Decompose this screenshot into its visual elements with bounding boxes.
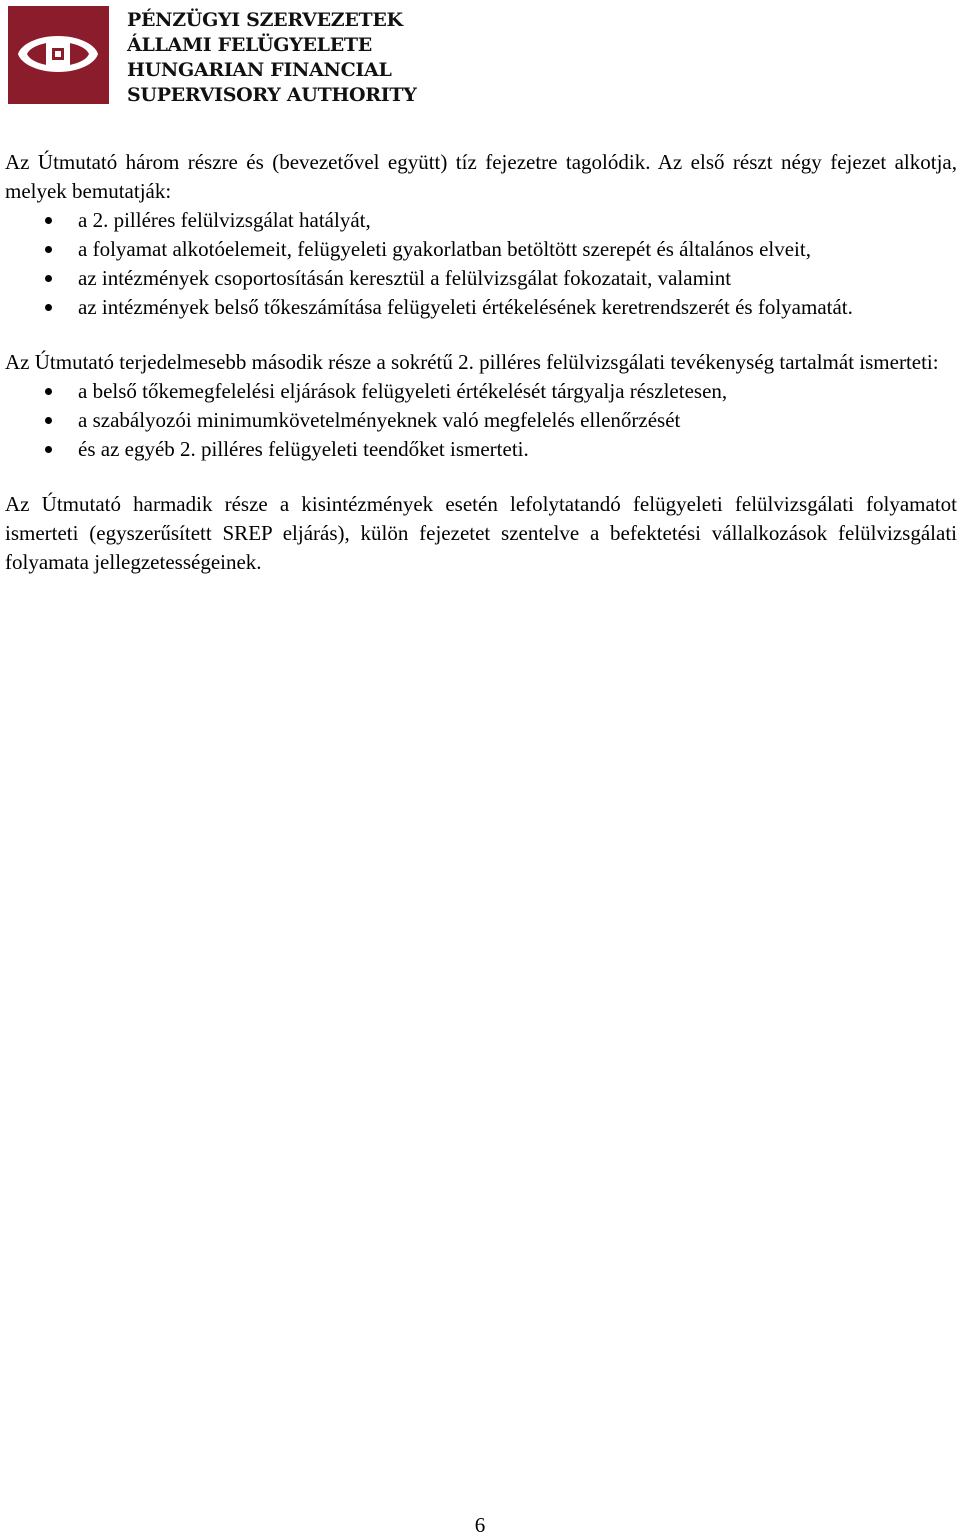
bullet-icon [45,275,52,282]
list-item [5,206,957,235]
second-part-list [5,377,957,464]
first-part-list [5,206,957,322]
list-item [5,377,957,406]
org-name-line-2: ÁLLAMI FELÜGYELETE [127,34,372,56]
list-item-text: a szabályozói minimumkövetelményeknek való megfelelés ellenőrzését [78,408,681,432]
list-item [5,435,957,464]
logo-emblem-icon [8,6,109,104]
list-item-text: a 2. pilléres felülvizsgálat hatályát, [78,208,371,232]
list-item [5,264,957,293]
bullet-icon [45,217,52,224]
org-name-line-1: PÉNZÜGYI SZERVEZETEK [127,9,403,31]
list-item-text: a folyamat alkotóelemeit, felügyeleti gyakorlatban betöltött szerepét és általános elveit, [78,237,811,261]
bullet-icon [45,388,52,395]
list-item-text: a belső tőkemegfelelési eljárások felügyeleti értékelését tárgyalja részletesen, [78,379,728,403]
bullet-icon [45,446,52,453]
document-body [5,148,957,577]
document-header [8,6,417,104]
list-item [5,406,957,435]
page-number: 6 [474,1513,486,1537]
second-part-paragraph: Az Útmutató terjedelmesebb második része a sokrétű 2. pilléres felülvizsgálati tevékenység tartalmát ismerteti: [5,350,939,374]
intro-paragraph: Az Útmutató három részre és (bevezetővel együtt) tíz fejezetre tagolódik. Az első részt négy fejezet alkotja, melyek bemutatják: [5,150,957,203]
third-part-paragraph: Az Útmutató harmadik része a kisintézmények esetén lefolytatandó felügyeleti felülvizsgálati folyamatot ismerteti (egyszerűsített SREP eljárás), külön fejezetet szentelve a befektetési vállalkozások felülvizsgálati folyamata jellegzetességeinek. [5,492,957,574]
bullet-icon [45,246,52,253]
list-item-text: az intézmények belső tőkeszámítása felügyeleti értékelésének keretrendszerét és folyamatát. [78,295,853,319]
org-name-line-3: HUNGARIAN FINANCIAL [127,59,392,81]
bullet-icon [45,417,52,424]
org-name-line-4: SUPERVISORY AUTHORITY [127,84,417,106]
mnb-supervisory-logo-icon [8,6,109,104]
organization-name [127,8,417,108]
list-item [5,293,957,322]
bullet-icon [45,304,52,311]
list-item-text: és az egyéb 2. pilléres felügyeleti teendőket ismerteti. [78,437,529,461]
list-item-text: az intézmények csoportosításán keresztül a felülvizsgálat fokozatait, valamint [78,266,732,290]
list-item [5,235,957,264]
